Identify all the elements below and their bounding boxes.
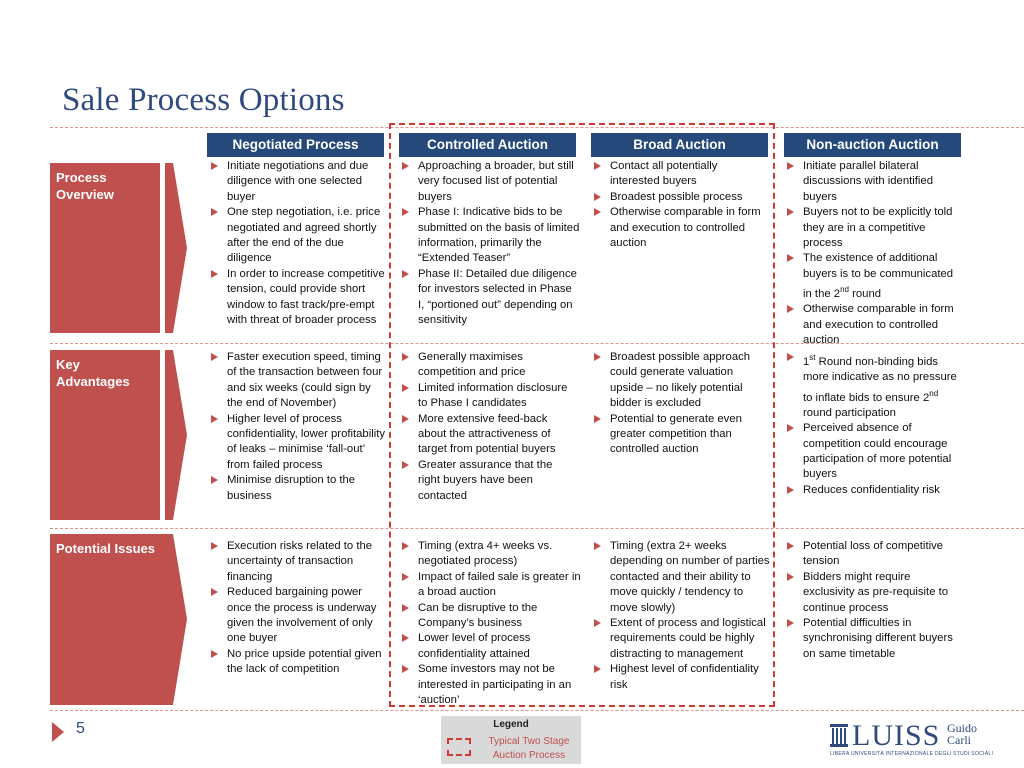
list-item: Otherwise comparable in form and execution to controlled auction — [593, 205, 763, 251]
list-item: Potential to generate even greater competition than controlled auction — [593, 412, 763, 458]
page-number: 5 — [76, 720, 85, 737]
logo-sub-line-2: Carli — [947, 733, 971, 747]
logo-subtext — [947, 722, 977, 746]
list-item: 1st Round non-binding bids more indicative as no pressure to inflate bids to ensure 2nd round participation — [786, 350, 964, 421]
list-item: Minimise disruption to the business — [210, 473, 388, 504]
list-item: Broadest possible process — [593, 190, 763, 205]
list-item: Contact all potentially interested buyers — [593, 159, 763, 190]
cell-issues-controlled — [401, 539, 581, 708]
list-item: More extensive feed-back about the attractiveness of target from potential buyers — [401, 412, 571, 458]
list-item: The existence of additional buyers is to be communicated in the 2nd round — [786, 251, 964, 302]
column-header-non-auction: Non-auction Auction — [784, 133, 961, 157]
list-item: One step negotiation, i.e. price negotiated and agreed shortly after the end of the due diligence — [210, 205, 388, 267]
list-item: Can be disruptive to the Company’s business — [401, 601, 581, 632]
list-item: Potential difficulties in synchronising different buyers on same timetable — [786, 616, 964, 662]
logo-sub-line-1: Guido — [947, 721, 977, 735]
building-icon — [830, 722, 848, 748]
logo-tagline: LIBERA UNIVERSITÀ INTERNAZIONALE DEGLI STUDI SOCIALI — [830, 751, 994, 757]
row-label-process-overview: Process Overview — [50, 163, 160, 333]
cell-issues-broad — [593, 539, 773, 693]
cell-overview-controlled — [401, 159, 581, 328]
list-item: Extent of process and logistical requirements could be highly distracting to management — [593, 616, 773, 662]
logo-text: LUISS — [852, 719, 941, 752]
page-arrow-icon — [52, 722, 64, 742]
list-item: Reduced bargaining power once the process is underway given the involvement of only one buyer — [210, 585, 388, 647]
cell-advantages-non-auction — [786, 350, 964, 498]
list-item: Some investors may not be interested in participating in an ‘auction’ — [401, 662, 581, 708]
list-item: Impact of failed sale is greater in a broad auction — [401, 570, 581, 601]
list-item: Bidders might require exclusivity as pre-requisite to continue process — [786, 570, 964, 616]
list-item: Faster execution speed, timing of the transaction between four and six weeks (could sign by the end of November) — [210, 350, 388, 412]
list-item: Potential loss of competitive tension — [786, 539, 964, 570]
cell-overview-negotiated — [210, 159, 388, 328]
luiss-logo — [830, 718, 994, 758]
column-header-broad: Broad Auction — [591, 133, 768, 157]
legend-text: Typical Two Stage Auction Process — [488, 736, 570, 761]
list-item: Initiate parallel bilateral discussions with identified buyers — [786, 159, 964, 205]
row-arrow-process-overview — [165, 163, 193, 333]
list-item: Buyers not to be explicitly told they are in a competitive process — [786, 205, 964, 251]
list-item: Highest level of confidentiality risk — [593, 662, 773, 693]
list-item: Execution risks related to the uncertainty of transaction financing — [210, 539, 388, 585]
row-label-key-advantages: Key Advantages — [50, 350, 160, 520]
list-item: Otherwise comparable in form and execution to controlled auction — [786, 302, 964, 348]
cell-advantages-controlled — [401, 350, 571, 504]
list-item: In order to increase competitive tension, could provide short window to fast track/pre-empt with threat of broader process — [210, 267, 388, 329]
row-arrow-potential-issues — [165, 534, 193, 705]
bottom-divider — [50, 710, 1024, 711]
column-header-negotiated: Negotiated Process — [207, 133, 384, 157]
list-item: Higher level of process confidentiality, lower profitability of leaks – minimise ‘fall-out’ from failed process — [210, 412, 388, 474]
list-item: Phase II: Detailed due diligence for investors selected in Phase I, “portioned out” depending on sensitivity — [401, 267, 581, 329]
cell-issues-non-auction — [786, 539, 964, 662]
dashed-box-icon — [447, 738, 471, 756]
cell-overview-broad — [593, 159, 763, 251]
cell-advantages-negotiated — [210, 350, 388, 504]
list-item: Greater assurance that the right buyers have been contacted — [401, 458, 571, 504]
list-item: Lower level of process confidentiality attained — [401, 631, 581, 662]
list-item: Timing (extra 2+ weeks depending on number of parties contacted and their ability to move quickly / tendency to move slowly) — [593, 539, 773, 616]
cell-overview-non-auction — [786, 159, 964, 349]
list-item: Generally maximises competition and price — [401, 350, 571, 381]
list-item: Reduces confidentiality risk — [786, 483, 964, 498]
list-item: No price upside potential given the lack of competition — [210, 647, 388, 678]
list-item: Phase I: Indicative bids to be submitted on the basis of limited information, primarily the “Extended Teaser” — [401, 205, 581, 267]
cell-advantages-broad — [593, 350, 763, 458]
page-title: Sale Process Options — [62, 82, 345, 118]
row-arrow-key-advantages — [165, 350, 193, 520]
legend — [441, 716, 581, 764]
cell-issues-negotiated — [210, 539, 388, 678]
list-item: Perceived absence of competition could encourage participation of more potential buyers — [786, 421, 964, 483]
list-item: Approaching a broader, but still very focused list of potential buyers — [401, 159, 581, 205]
list-item: Timing (extra 4+ weeks vs. negotiated process) — [401, 539, 581, 570]
list-item: Broadest possible approach could generate valuation upside – no likely potential bidder is excluded — [593, 350, 763, 412]
column-header-controlled: Controlled Auction — [399, 133, 576, 157]
list-item: Limited information disclosure to Phase I candidates — [401, 381, 571, 412]
row-label-potential-issues: Potential Issues — [50, 534, 165, 705]
list-item: Initiate negotiations and due diligence with one selected buyer — [210, 159, 388, 205]
legend-title: Legend — [493, 719, 529, 730]
